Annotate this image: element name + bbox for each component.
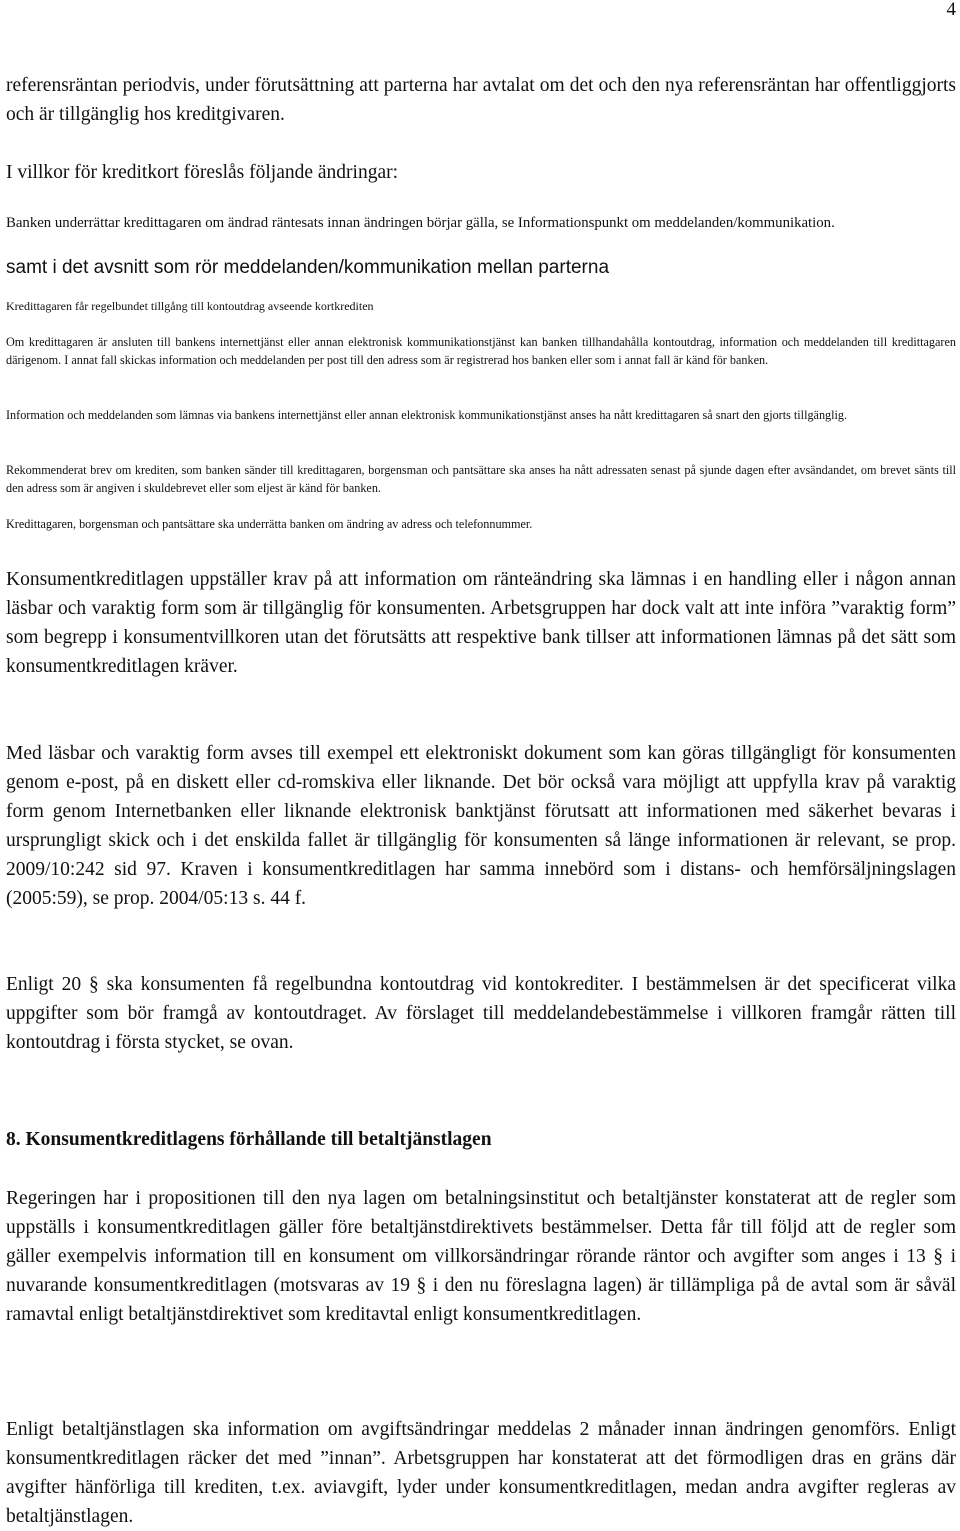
paragraph-lasbar-varaktig-form: Med läsbar och varaktig form avses till exempel ett elektroniskt dokument som kan göras tillgängligt för konsumenten genom e-post, på en diskett eller cd-romskiva eller liknande. Det bör också vara möjligt att uppfylla krav på varaktig form genom Internetbanken eller liknande elektronisk banktjänst förutsatt att informationen med säkerhet bevaras i ursprungligt skick och i det enskilda fallet är tillgänglig för konsumenten så länge informationen är relevant, se prop. 2009/10:242 sid 97. Kraven i konsumentkreditlagen har samma innebörd som i distans- och hemförsäljningslagen (2005:59), se prop. 2004/05:13 s. 44 f. bbox=[6, 743, 956, 909]
page-number: 4 bbox=[946, 0, 956, 20]
paragraph-konsumentkreditlagen-krav: Konsumentkreditlagen uppställer krav på att information om ränteändring ska lämnas i en handling eller i någon annan läsbar och varaktig form som är tillgänglig för konsumenten. Arbetsgruppen har dock valt att inte införa ”varaktig form” som begrepp i konsumentvillkoren utan det förutsätts att respektive bank tillser att informationen lämnas på det sätt som konsumentkreditlagen kräver. bbox=[6, 569, 956, 677]
paragraph-internettjanst: Om kredittagaren är ansluten till bankens internettjänst eller annan elektronisk kommunikationstjänst kan banken tillhandahålla kontoutdrag, information och meddelanden till kredittagaren därigenom. I annat fall skickas information och meddelanden per post till den adress som är registrerad hos banken eller som i annat fall är känd för banken. bbox=[6, 335, 956, 367]
paragraph-adressandring: Kredittagaren, borgensman och pantsättare ska underrätta banken om ändring av adress och telefonnummer. bbox=[6, 517, 533, 531]
paragraph-villkor-kreditkort: I villkor för kreditkort föreslås följande ändringar: bbox=[6, 162, 399, 183]
paragraph-regeringen-propositionen: Regeringen har i propositionen till den nya lagen om betalningsinstitut och betaltjänster konstaterat att de regler som uppställs i konsumentkreditlagen gäller före betaltjänstdirektivets bestämmelser. Detta får till följd att de regler som gäller exempelvis information till en konsument om villkorsändringar rörande räntor och avgifter som anges i 13 § i nuvarande konsumentkreditlagen (motsvaras av 19 § i den nu föreslagna lagen) är tillämpliga på de avtal som är såväl ramavtal enligt betaltjänstdirektivet som kreditavtal enligt konsumentkreditlagen. bbox=[6, 1188, 956, 1325]
paragraph-referensrantan: referensräntan periodvis, under förutsättning att parterna har avtalat om det och den nya referensräntan har offentliggjorts och är tillgänglig hos kreditgivaren. bbox=[6, 75, 956, 125]
paragraph-information-meddelanden: Information och meddelanden som lämnas via bankens internettjänst eller annan elektronisk kommunikationstjänst anses ha nått kredittagaren så snart den gjorts tillgänglig. bbox=[6, 408, 848, 422]
paragraph-kontoutdrag-20: Enligt 20 § ska konsumenten få regelbundna kontoutdrag vid kontokrediter. I bestämmelsen är det specificerat vilka uppgifter som bör framgå av kontoutdraget. Av förslaget till meddelandebestämmelse i villkoren framgår rätten till kontoutdrag i första stycket, se ovan. bbox=[6, 974, 956, 1053]
subheading-meddelanden-kommunikation: samt i det avsnitt som rör meddelanden/kommunikation mellan parterna bbox=[6, 257, 610, 278]
paragraph-kontoutdrag-kortkrediten: Kredittagaren får regelbundet tillgång till kontoutdrag avseende kortkrediten bbox=[6, 299, 374, 313]
paragraph-betaltjanstlagen-avgifter: Enligt betaltjänstlagen ska information om avgiftsändringar meddelas 2 månader innan ändringen genomförs. Enligt konsumentkreditlagen räcker det med ”innan”. Arbetsgruppen har konstaterat att det förmodligen dras en gräns där avgifter hänförliga till krediten, t.ex. aviavgift, lyder under konsumentkreditlagen, medan andra avgifter regleras av betaltjänstlagen. bbox=[6, 1419, 956, 1527]
paragraph-rekommenderat-brev: Rekommenderat brev om krediten, som banken sänder till kredittagaren, borgensman och pantsättare ska anses ha nått adressaten senast på sjunde dagen efter avsändandet, om brevet sänts till den adress som är angiven i skuldebrevet eller som eljest är känd för banken. bbox=[6, 463, 956, 495]
paragraph-banken-underrattar: Banken underrättar kredittagaren om ändrad räntesats innan ändringen börjar gälla, se Informationspunkt om meddelanden/kommunikation. bbox=[6, 215, 835, 231]
section-heading-8: 8. Konsumentkreditlagens förhållande till betaltjänstlagen bbox=[6, 1129, 492, 1150]
